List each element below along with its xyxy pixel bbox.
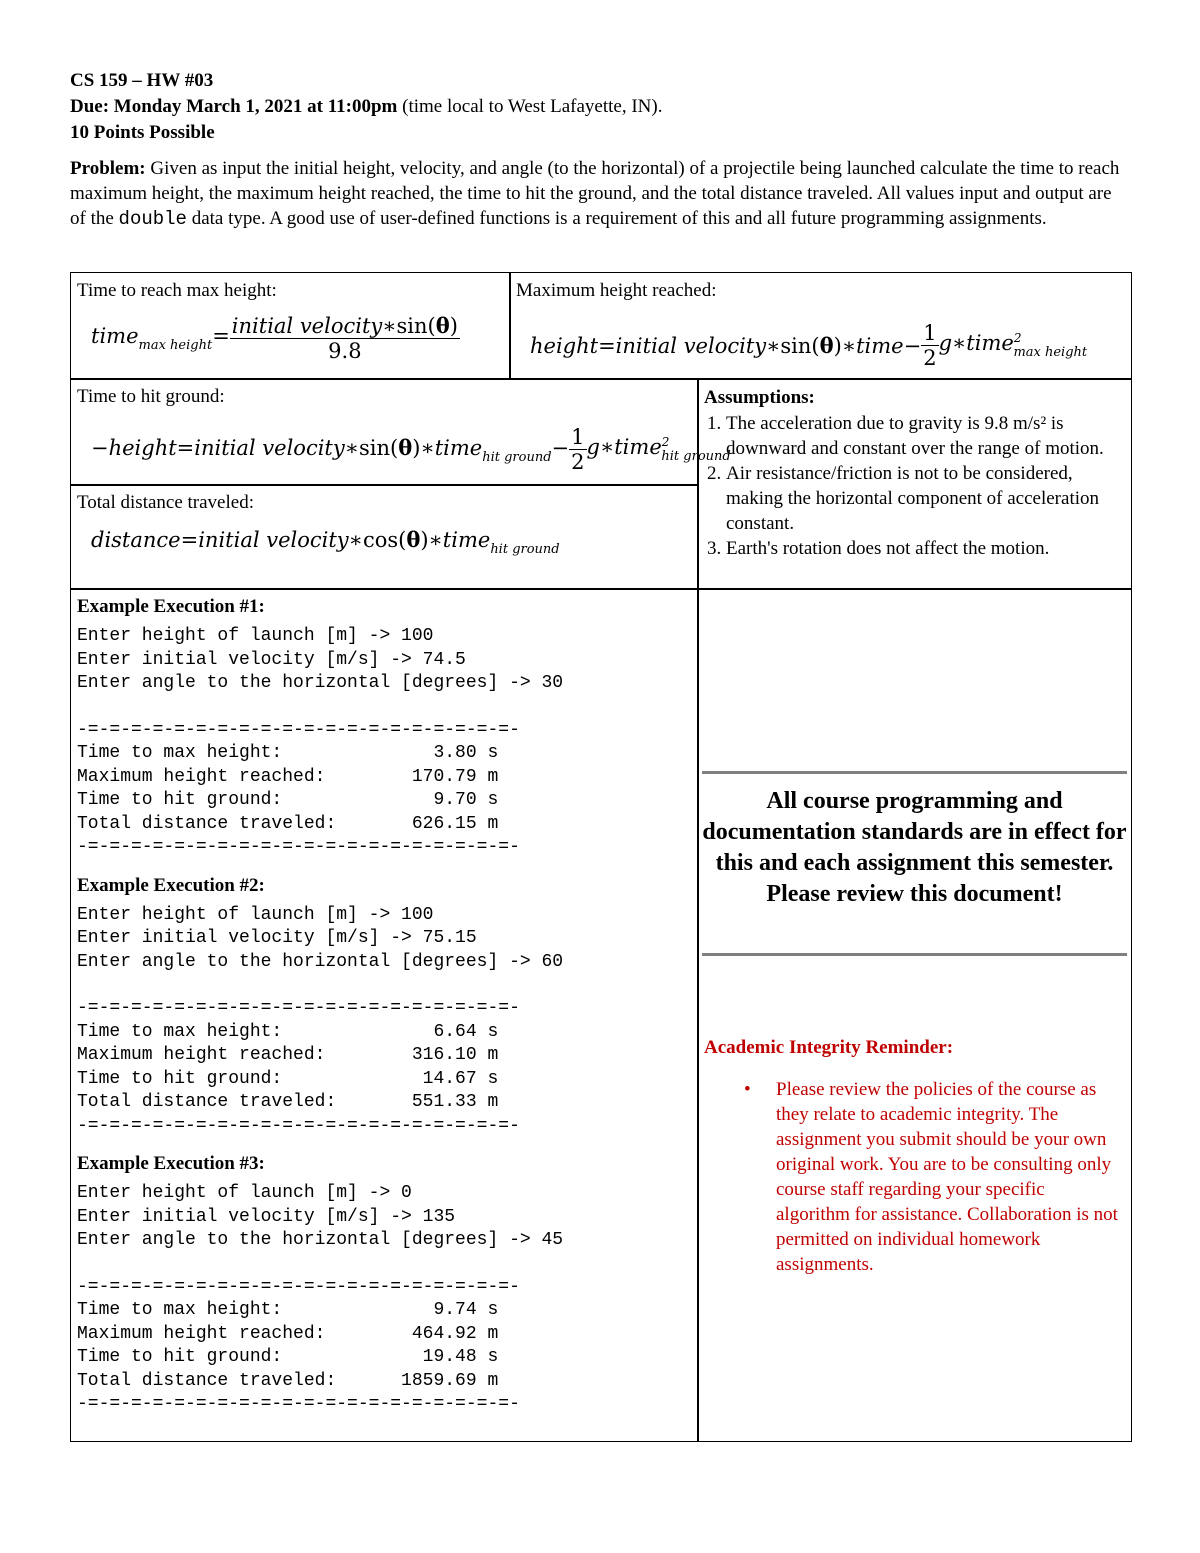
time-max-formula: time$_{max height}$= $\frac{\text{initial velocity∗sin(θ)}}{9.8}$: [91, 313, 458, 363]
problem-label: Problem:: [70, 158, 146, 179]
assumption-item: 1. The acceleration due to gravity is 9.8 m/s² is downward and constant over the range of motion.: [726, 411, 1125, 461]
hit-ground-label: Time to hit ground:: [77, 386, 225, 407]
example-block: [77, 595, 692, 860]
example-block: [77, 1152, 692, 1417]
max-height-formula: height=initial velocity∗sin(θ)∗time− $\frac{1}{2}$ g∗time$^2_{max height}$: [530, 321, 1088, 370]
example-title: Example Execution #3:: [77, 1153, 265, 1174]
cell-hit-ground: [70, 378, 731, 486]
due-location: (time local to West Lafayette, IN).: [397, 96, 663, 117]
cell-examples: [70, 588, 699, 1442]
cell-assumptions: [697, 378, 1132, 590]
distance-label: Total distance traveled:: [77, 492, 254, 513]
assumptions-list: [704, 411, 1125, 561]
due-line: [70, 94, 1132, 120]
distance-formula: distance=initial velocity∗cos(θ)∗time$_{hit ground}$: [91, 527, 560, 557]
cell-notices: [697, 588, 1132, 1442]
standards-notice: All course programming and documentation standards are in effect for this and each assignment this semester. Please review this document!: [702, 771, 1127, 956]
integrity-title: Academic Integrity Reminder:: [704, 1037, 954, 1058]
assumptions-title: Assumptions:: [704, 387, 815, 408]
example-input: Enter height of launch [m] -> 0 Enter initial velocity [m/s] -> 135 Enter angle to the horizontal [degrees] -> 45: [77, 1183, 564, 1250]
double-keyword: double: [118, 208, 187, 230]
assumption-item: 2. Air resistance/friction is not to be considered, making the horizontal component of acceleration constant.: [726, 461, 1125, 536]
assumption-item: 3. Earth's rotation does not affect the motion.: [726, 536, 1125, 561]
max-height-label: Maximum height reached:: [516, 280, 717, 301]
example-output: -=-=-=-=-=-=-=-=-=-=-=-=-=-=-=-=-=-=-=-=- Time to max height: 9.74 s Maximum height reached: 464.92 m Time to hit ground: 19.48 s Total distance traveled: 1859.69 m -=-=-=-=-=-=-=-=-=-=-=-=-=-=-=-=-=-=-=-=-: [77, 1276, 520, 1414]
cell-max-height: [509, 272, 1132, 380]
problem-statement: Problem: Given as input the initial height, velocity, and angle (to the horizontal) of a projectile being launched calculate the time to reach maximum height, the maximum height reached, the time to hit the ground, and the total distance traveled. All values input and output are of the double data type. A good use of user-defined functions is a requirement of this and all future programming assignments.: [70, 158, 1120, 230]
example-title: Example Execution #2:: [77, 874, 265, 896]
hit-ground-formula: −height=initial velocity∗sin(θ)∗time$_{hit ground}$− $\frac{1}{2}$ g∗time$^2_{hit ground}$: [91, 425, 731, 474]
example-output: -=-=-=-=-=-=-=-=-=-=-=-=-=-=-=-=-=-=-=-=- Time to max height: 6.64 s Maximum height reached: 316.10 m Time to hit ground: 14.67 s Total distance traveled: 551.33 m -=-=-=-=-=-=-=-=-=-=-=-=-=-=-=-=-=-=-=-=-: [77, 998, 520, 1136]
due-date: Due: Monday March 1, 2021 at 11:00pm: [70, 96, 398, 117]
integrity-text: • Please review the policies of the course as they relate to academic integrity. The assignment you submit should be your own original work. You are to be consulting only course staff regarding your specific algorithm for assistance. Collaboration is not permitted on individual homework assignments.: [744, 1079, 1118, 1275]
bullet-icon: •: [744, 1079, 751, 1100]
cell-distance: [70, 484, 699, 590]
cell-time-max-height: [70, 272, 511, 380]
example-input: Enter height of launch [m] -> 100 Enter initial velocity [m/s] -> 74.5 Enter angle to the horizontal [degrees] -> 30: [77, 626, 564, 693]
document-header: [70, 68, 1132, 232]
course-title: CS 159 – HW #03: [70, 70, 214, 91]
time-max-label: Time to reach max height:: [77, 280, 277, 301]
points-possible: 10 Points Possible: [70, 122, 215, 143]
example-output: -=-=-=-=-=-=-=-=-=-=-=-=-=-=-=-=-=-=-=-=- Time to max height: 3.80 s Maximum height reached: 170.79 m Time to hit ground: 9.70 s Total distance traveled: 626.15 m -=-=-=-=-=-=-=-=-=-=-=-=-=-=-=-=-=-=-=-=-: [77, 719, 520, 857]
example-title: Example Execution #1:: [77, 596, 265, 617]
example-block: [77, 874, 692, 1139]
example-input: Enter height of launch [m] -> 100 Enter initial velocity [m/s] -> 75.15 Enter angle to the horizontal [degrees] -> 60: [77, 904, 564, 972]
